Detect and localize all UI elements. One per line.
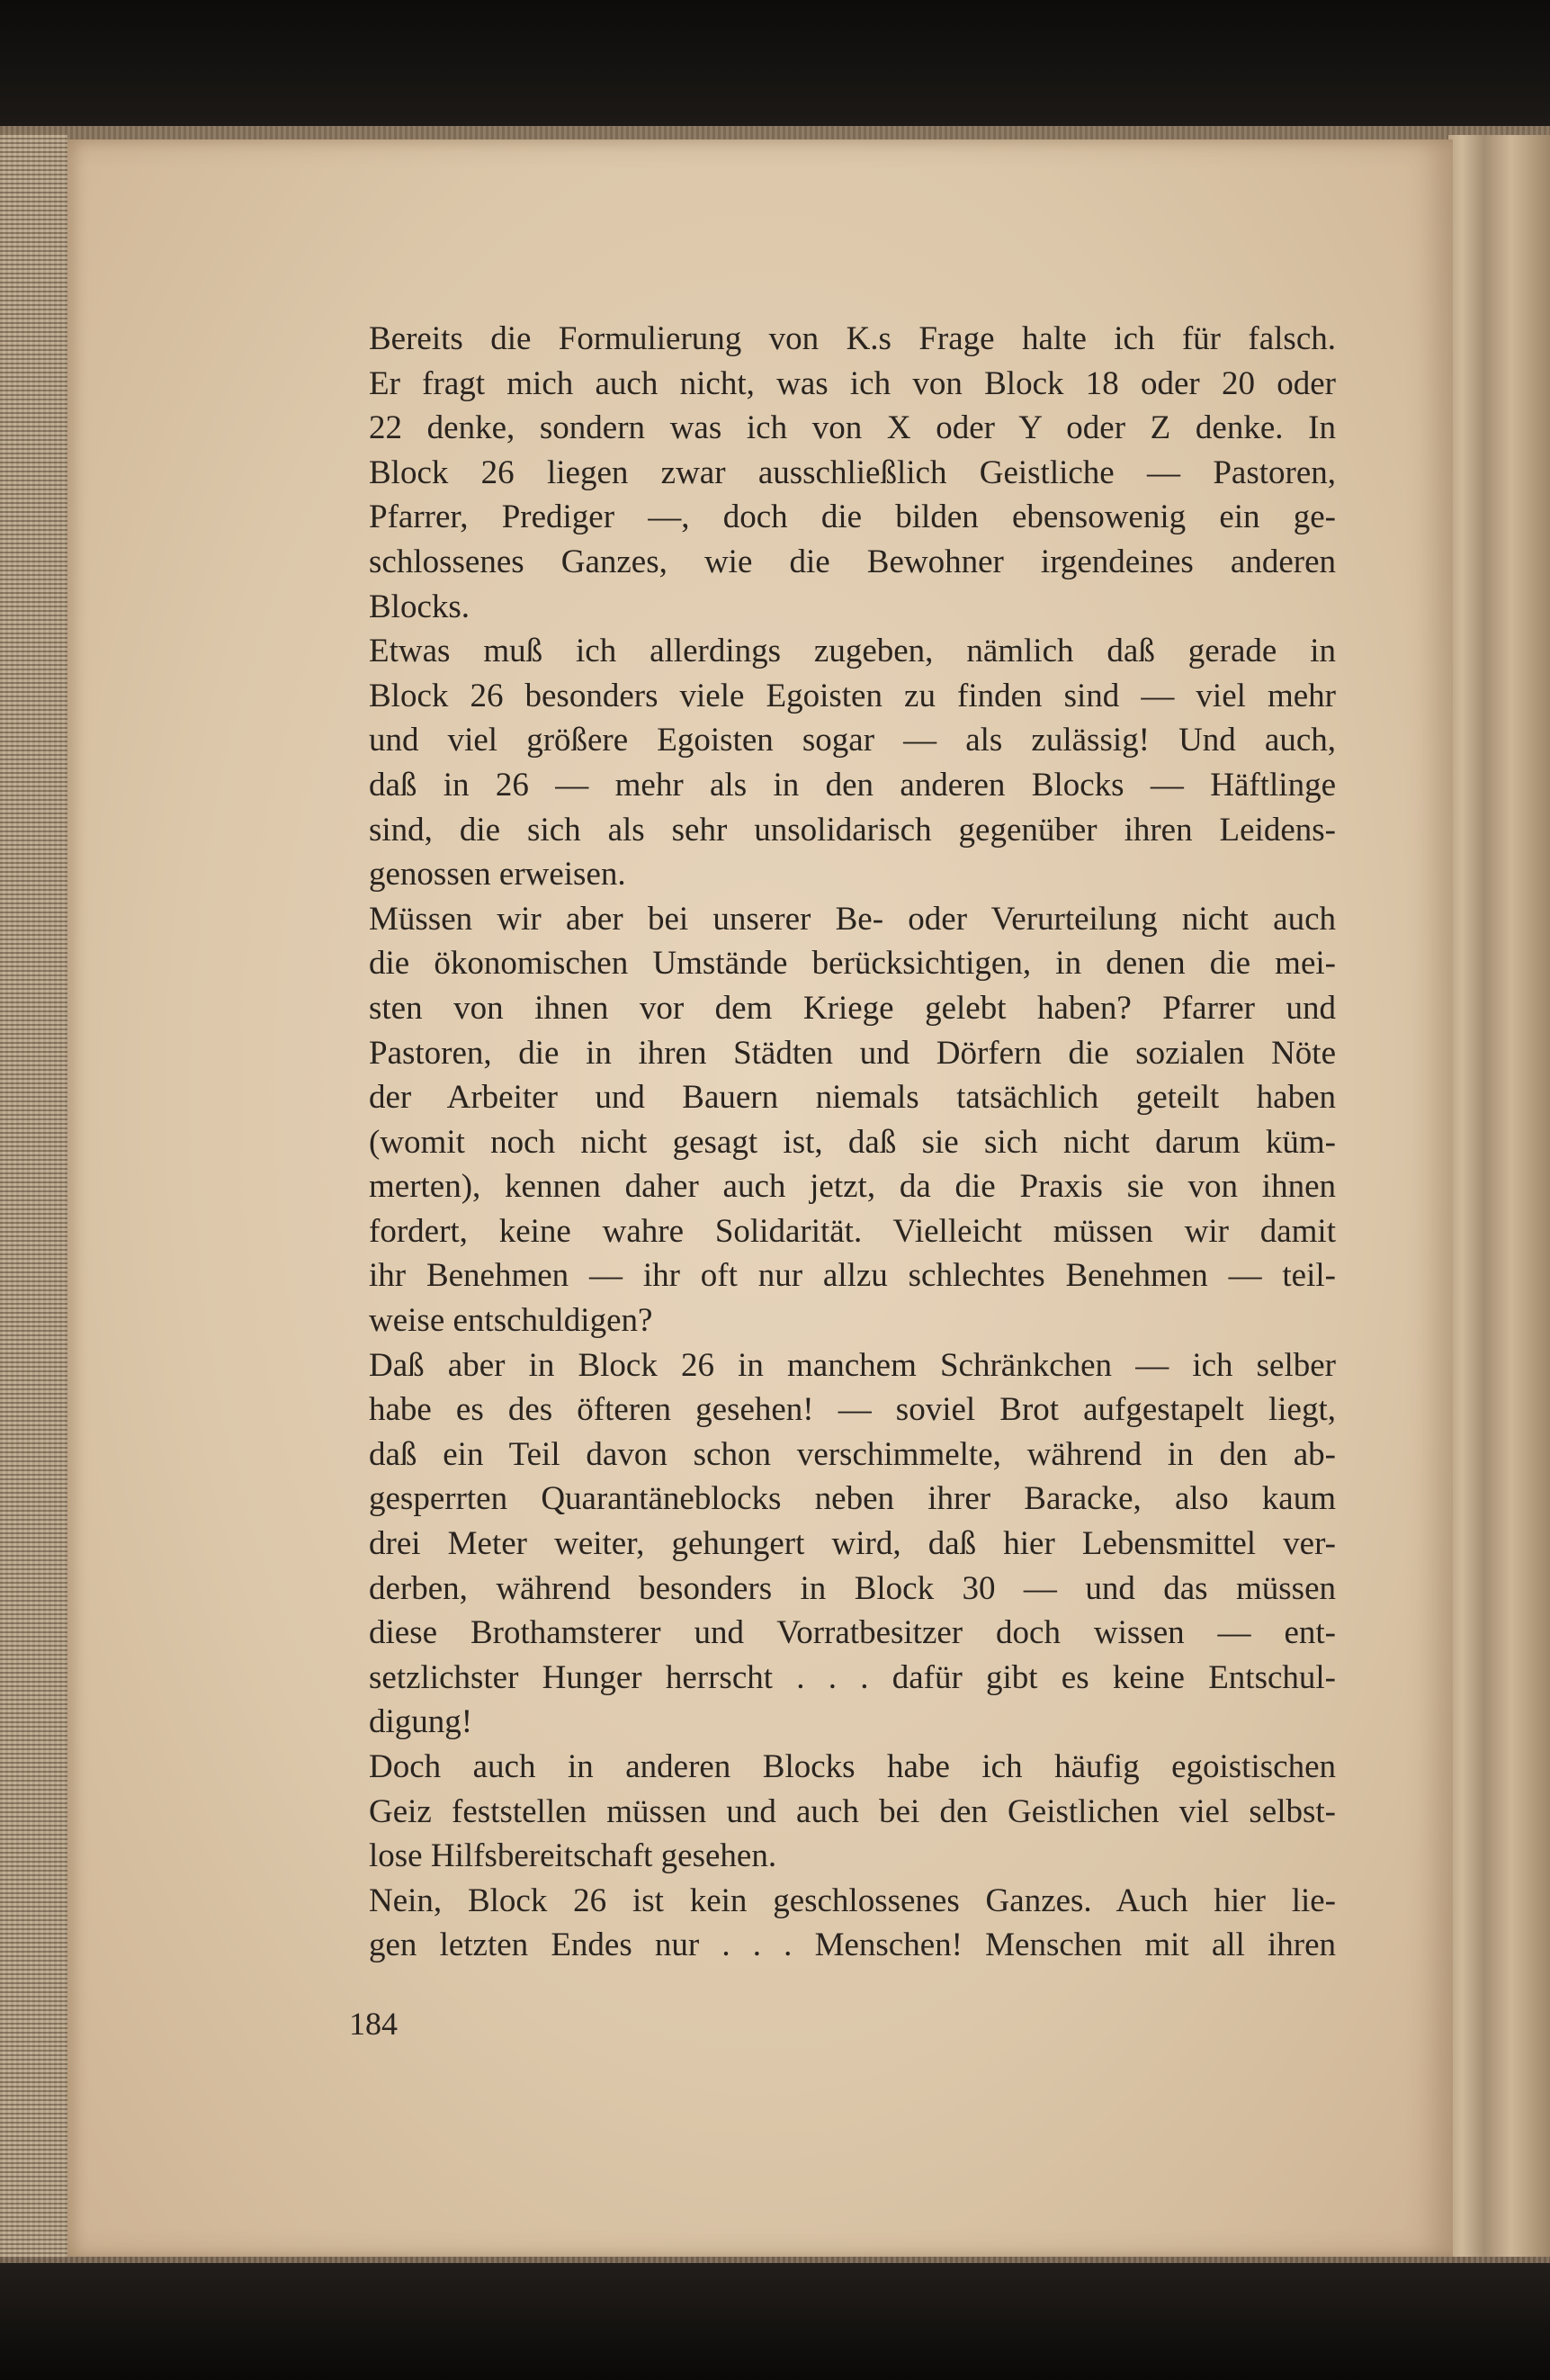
text-line: Doch auch in anderen Blocks habe ich häufig egoistischen xyxy=(369,1748,1336,1785)
text-line: merten), kennen daher auch jetzt, da die Praxis sie von ihnen xyxy=(369,1168,1336,1206)
scan-background-top xyxy=(0,0,1550,135)
text-line: Block 26 liegen zwar ausschließlich Geistliche — Pastoren, xyxy=(369,454,1336,491)
text-line: Block 26 besonders viele Egoisten zu finden sind — viel mehr xyxy=(369,677,1336,714)
page-number: 184 xyxy=(349,2006,398,2042)
text-line: schlossenes Ganzes, wie die Bewohner irgendeines anderen xyxy=(369,543,1336,580)
text-line: drei Meter weiter, gehungert wird, daß hier Lebensmittel ver- xyxy=(369,1525,1336,1563)
text-line: daß ein Teil davon schon verschimmelte, während in den ab- xyxy=(369,1435,1336,1473)
body-text xyxy=(369,317,1336,1968)
text-line: (womit noch nicht gesagt ist, daß sie sich nicht darum küm- xyxy=(369,1123,1336,1161)
page-stack-edge xyxy=(1448,135,1550,2263)
text-line: setzlichster Hunger herrscht . . . dafür gibt es keine Entschul- xyxy=(369,1658,1336,1696)
text-line: Daß aber in Block 26 in manchem Schränkchen — ich selber xyxy=(369,1346,1336,1384)
text-line: fordert, keine wahre Solidarität. Vielleicht müssen wir damit xyxy=(369,1212,1336,1250)
text-line: gen letzten Endes nur . . . Menschen! Menschen mit all ihren xyxy=(369,1926,1336,1964)
text-line: genossen erweisen. xyxy=(369,856,626,894)
text-line: sten von ihnen vor dem Kriege gelebt haben? Pfarrer und xyxy=(369,989,1336,1027)
text-line: Geiz feststellen müssen und auch bei den Geistlichen viel selbst- xyxy=(369,1792,1336,1830)
text-line: sind, die sich als sehr unsolidarisch gegenüber ihren Leidens- xyxy=(369,811,1336,849)
text-line: weise entschuldigen? xyxy=(369,1302,653,1340)
book-cover-edge xyxy=(0,135,67,2263)
text-line: daß in 26 — mehr als in den anderen Blocks — Häftlinge xyxy=(369,766,1336,804)
text-line: Bereits die Formulierung von K.s Frage halte ich für falsch. xyxy=(369,320,1336,357)
text-line: habe es des öfteren gesehen! — soviel Brot aufgestapelt liegt, xyxy=(369,1391,1336,1429)
text-line: 22 denke, sondern was ich von X oder Y oder Z denke. In xyxy=(369,409,1336,447)
text-line: Pfarrer, Prediger —, doch die bilden ebensowenig ein ge- xyxy=(369,498,1336,536)
text-line: lose Hilfsbereitschaft gesehen. xyxy=(369,1837,777,1875)
scan-background-bottom xyxy=(0,2263,1550,2380)
text-line: die ökonomischen Umstände berücksichtigen, in denen die mei- xyxy=(369,945,1336,983)
text-line: gesperrten Quarantäneblocks neben ihrer Baracke, also kaum xyxy=(369,1480,1336,1518)
text-line: der Arbeiter und Bauern niemals tatsächlich geteilt haben xyxy=(369,1079,1336,1117)
text-line: derben, während besonders in Block 30 — und das müssen xyxy=(369,1569,1336,1607)
text-line: ihr Benehmen — ihr oft nur allzu schlechtes Benehmen — teil- xyxy=(369,1257,1336,1295)
text-line: Pastoren, die in ihren Städten und Dörfern die sozialen Nöte xyxy=(369,1034,1336,1072)
text-line: Etwas muß ich allerdings zugeben, nämlich daß gerade in xyxy=(369,633,1336,670)
text-line: Müssen wir aber bei unserer Be- oder Verurteilung nicht auch xyxy=(369,900,1336,938)
text-line: Er fragt mich auch nicht, was ich von Block 18 oder 20 oder xyxy=(369,364,1336,402)
text-line: diese Brothamsterer und Vorratbesitzer doch wissen — ent- xyxy=(369,1614,1336,1652)
text-line: Blocks. xyxy=(369,588,470,625)
text-line: und viel größere Egoisten sogar — als zulässig! Und auch, xyxy=(369,722,1336,759)
text-line: Nein, Block 26 ist kein geschlossenes Ganzes. Auch hier lie- xyxy=(369,1882,1336,1919)
text-line: digung! xyxy=(369,1703,473,1741)
